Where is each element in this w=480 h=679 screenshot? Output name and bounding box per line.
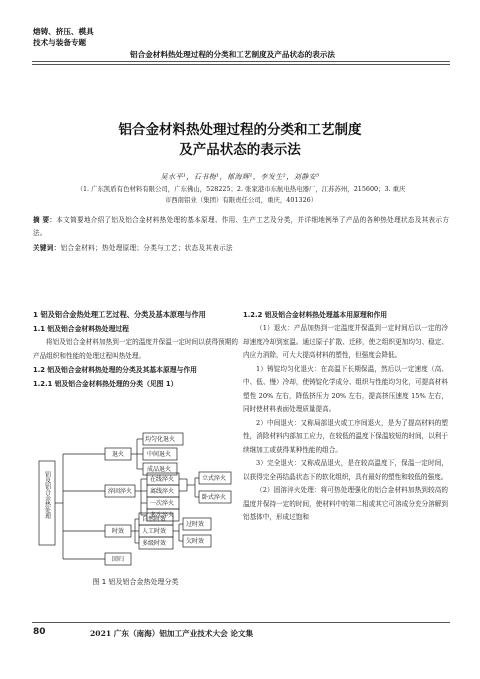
paragraph-anneal: （1）退火：产品加热到一定温度并保温到一定时间后以一定的冷却速度冷却到室温。通过原子扩散、迁移，使之组织更加均匀、稳定、内应力消除，可大大提高材料的塑性，但强度会降低。 xyxy=(243,324,448,359)
quench-3: 一次淬火 xyxy=(150,500,175,507)
anneal-2: 中间退火 xyxy=(147,451,172,458)
aging-1: 自然时效 xyxy=(142,516,167,523)
section-heading-1-2: 1.2 铝及铝合金材料热处理的分类及其基本原理与作用 xyxy=(33,366,197,374)
left-column xyxy=(33,308,238,391)
affiliation-line1: （1. 广东凯盾有色材料有限公司，广东佛山，528225；2. 张家港市东航电热电器厂，江苏苏州，215600；3. 重庆 xyxy=(76,185,406,193)
l1-retrogression: 回归 xyxy=(112,556,125,563)
l1-quench: 淬固淬火 xyxy=(108,488,133,495)
abstract-label: 摘 要： xyxy=(33,216,57,224)
keywords xyxy=(33,242,451,255)
figure-caption: 图 1 铝及铝合金热处理分类 xyxy=(92,578,179,586)
series-line1: 熔铸、挤压、模具 xyxy=(33,27,94,36)
anneal-3: 成品退火 xyxy=(147,466,172,473)
authors: 吴水平¹，石书梅¹，郁海辉¹，李发生²，刘静安³ xyxy=(160,173,320,181)
aging-3: 多级时效 xyxy=(142,540,167,547)
footer-text: 2021 广东（南海）铝加工产业技术大会 论文集 xyxy=(90,629,254,638)
keywords-text: 铝合金材料；热处理原理；分类与工艺；状态及其表示法 xyxy=(60,244,233,252)
series-line2: 技术与装备专题 xyxy=(33,38,87,47)
quench-2: 离线淬火 xyxy=(150,488,175,495)
abstract-text: 本文简要地介绍了铝及铝合金材料热处理的基本原理、作用、生产工艺及分类，并详细地例举了产品的各种热处理状态及其表示方法。 xyxy=(33,216,450,237)
l1-anneal: 退火 xyxy=(112,451,125,458)
affiliation-line2: 市西南铝业（集团）有限责任公司，重庆，401326） xyxy=(164,196,318,204)
abstract xyxy=(33,214,451,239)
aging-2: 人工时效 xyxy=(142,528,167,535)
header-rule-thin xyxy=(32,64,450,65)
section-heading-1-2-2: 1.2.2 铝及铝合金材料热处理基本用原理和作用 xyxy=(243,311,388,319)
aging-sub-2: 欠时效 xyxy=(186,538,205,545)
section-heading-1-1: 1.1 铝及铝合金材料热处理过程 xyxy=(33,325,129,333)
header-rule xyxy=(32,61,450,62)
anneal-1: 均匀化退火 xyxy=(145,436,176,443)
paragraph-1-1: 将铝及铝合金材料加热到一定的温度并保温一定时间以获得预期的产品组织和性能的处理过程叫热处理。 xyxy=(33,338,238,360)
paragraph-full-anneal: 3）完全退火：又称成品退火，是在较高温度下，保温一定时间，以获得完全再结晶状态下的软化组织，具有最好的塑性和较低的强度。 xyxy=(243,459,448,481)
paragraph-solution: （2）固溶淬火处理：将可热处理强化的铝合金材料加热到较高的温度并保持一定的时间，使材料中的第二相或其它可溶成分充分溶解到铝基体中，形成过饱和 xyxy=(243,486,448,521)
root-label: 铝及铝合金热处理 xyxy=(43,471,51,519)
running-title: 铝合金材料热处理过程的分类和工艺制度及产品状态的表示法 xyxy=(130,50,336,59)
footer-rule xyxy=(32,622,450,623)
keywords-label: 关键词： xyxy=(33,244,61,252)
aging-sub-1: 过时效 xyxy=(186,521,205,528)
paragraph-homogenizing: 1）铸锭均匀化退火：在高温下长期保温，然后以一定速度（高、中、低、慢）冷却，使铸锭化学成分、组织与性能均匀化，可提高材料塑性 20% 左右，降低挤压力 20% 左右，提高挤压速度 15% 左右，同时使材料表面处理质量提高。 xyxy=(243,364,448,413)
heat-treatment-classification-diagram xyxy=(33,431,238,571)
quench-sub-2: 卧式淬火 xyxy=(202,494,227,501)
section-heading-1: 1 铝及铝合金热处理工艺过程、分类及基本原理与作用 xyxy=(33,310,206,319)
paper-title-line1: 铝合金材料热处理过程的分类和工艺制度 xyxy=(118,122,362,138)
paper-title-line2: 及产品状态的表示法 xyxy=(179,142,301,158)
quench-4: 多次淬火 xyxy=(150,512,175,519)
paragraph-intermediate: 2）中间退火：又称局部退火或工序间退火，是为了提高材料的塑性，消除材料内部加工应力，在较低的温度下保温较短的时间，以利于续继加工或获得某种性能的组合。 xyxy=(243,418,448,454)
section-heading-1-2-1: 1.2.1 铝及铝合金材料热处理的分类（见图 1） xyxy=(33,380,178,388)
l1-aging: 时效 xyxy=(112,528,125,535)
page-number: 80 xyxy=(33,627,46,637)
quench-sub-1: 立式淬火 xyxy=(202,475,227,482)
right-column xyxy=(243,308,448,525)
quench-1: 在线淬火 xyxy=(150,476,175,483)
